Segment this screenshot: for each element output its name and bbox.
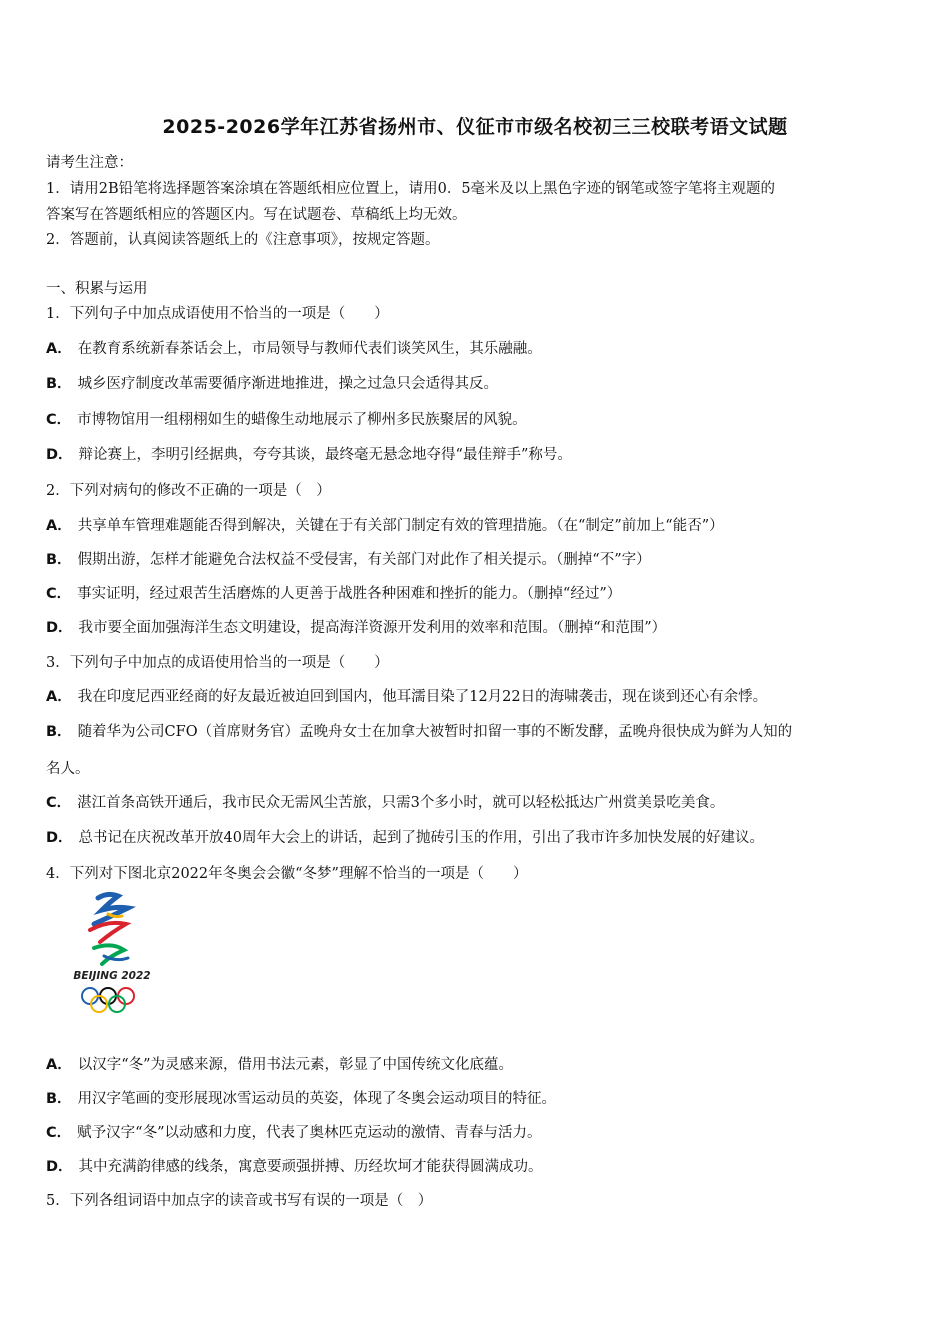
option-text: 城乡医疗制度改革需要循序渐进地推进，操之过急只会适得其反。 [77, 376, 499, 392]
question-4-option-c [46, 1121, 541, 1142]
option-text: 我在印度尼西亚经商的好友最近被迫回到国内，他耳濡目染了12月22日的海啸袭击，现在谈到还心有余悸。 [77, 689, 768, 705]
option-letter: B． [46, 552, 72, 568]
notice-item-2: 2．答题前，认真阅读答题纸上的《注意事项》，按规定答题。 [46, 232, 440, 248]
emblem-wordmark: BEIJING 2022 [73, 970, 151, 982]
notice-item-1-line-1: 1．请用2B铅笔将选择题答案涂填在答题纸相应位置上，请用0．5毫米及以上黑色字迹的钢笔或签字笔将主观题的 [46, 181, 776, 197]
option-letter: B． [46, 724, 72, 740]
option-letter: B． [46, 1091, 72, 1107]
notice-heading: 请考生注意： [46, 155, 133, 171]
option-letter: C． [46, 1125, 72, 1141]
question-4-option-d [46, 1155, 543, 1176]
option-letter: D． [46, 447, 73, 463]
option-letter: D． [46, 1159, 73, 1175]
question-4-option-b [46, 1087, 556, 1108]
question-3-stem: 3．下列句子中加点的成语使用恰当的一项是（ ） [46, 655, 389, 671]
option-text: 用汉字笔画的变形展现冰雪运动员的英姿，体现了冬奥会运动项目的特征。 [77, 1091, 557, 1107]
option-text: 总书记在庆祝改革开放40周年大会上的讲话，起到了抛砖引玉的作用，引出了我市许多加快发展的好建议。 [78, 830, 764, 846]
question-1-option-c [46, 408, 527, 429]
option-text: 共享单车管理难题能否得到解决，关键在于有关部门制定有效的管理措施。（在“制定”前加上“能否”） [77, 518, 724, 534]
option-text: 假期出游，怎样才能避免合法权益不受侵害，有关部门对此作了相关提示。（删掉“不”字） [77, 552, 651, 568]
question-3-option-b [46, 720, 792, 741]
option-text: 随着华为公司CFO（首席财务官）孟晚舟女士在加拿大被暂时扣留一事的不断发酵，孟晚舟很快成为鲜为人知的 [77, 724, 793, 740]
option-text: 湛江首条高铁开通后，我市民众无需风尘苦旅，只需3个多小时，就可以轻松抵达广州赏美景吃美食。 [77, 795, 725, 811]
option-letter: A． [46, 689, 72, 705]
winter-olympics-emblem [64, 890, 160, 1025]
option-letter: A． [46, 341, 72, 357]
option-letter: D． [46, 830, 73, 846]
option-text: 在教育系统新春茶话会上，市局领导与教师代表们谈笑风生，其乐融融。 [77, 341, 542, 357]
option-text: 市博物馆用一组栩栩如生的蜡像生动地展示了柳州多民族聚居的风貌。 [77, 412, 527, 428]
question-2-option-c [46, 582, 621, 603]
option-letter: C． [46, 412, 72, 428]
section-heading: 一、积累与运用 [46, 281, 148, 297]
question-3-option-c [46, 791, 724, 812]
option-letter: A． [46, 518, 72, 534]
option-text: 赋予汉字“冬”以动感和力度，代表了奥林匹克运动的激情、青春与活力。 [77, 1125, 542, 1141]
question-2-option-d [46, 616, 666, 637]
option-letter: D． [46, 620, 73, 636]
question-3-option-d [46, 826, 764, 847]
beijing-2022-emblem-image [64, 890, 160, 1025]
option-text: 以汉字“冬”为灵感来源，借用书法元素，彰显了中国传统文化底蕴。 [77, 1057, 514, 1073]
question-5-stem: 5．下列各组词语中加点字的读音或书写有误的一项是（ ） [46, 1193, 433, 1209]
question-3-option-a [46, 685, 767, 706]
option-letter: A． [46, 1057, 72, 1073]
question-1-option-a [46, 337, 542, 358]
question-1-stem: 1．下列句子中加点成语使用不恰当的一项是（ ） [46, 306, 389, 322]
question-1-option-b [46, 372, 498, 393]
option-text: 我市要全面加强海洋生态文明建设，提高海洋资源开发利用的效率和范围。（删掉“和范围”） [78, 620, 667, 636]
question-1-option-d [46, 443, 572, 464]
exam-title: 2025-2026学年江苏省扬州市、仪征市市级名校初三三校联考语文试题 [162, 116, 788, 138]
question-2-option-a [46, 514, 724, 535]
option-text: 事实证明，经过艰苦生活磨炼的人更善于战胜各种困难和挫折的能力。（删掉“经过”） [77, 586, 622, 602]
option-text: 辩论赛上，李明引经据典，夸夸其谈，最终毫无悬念地夺得“最佳辩手”称号。 [78, 447, 572, 463]
option-letter: B． [46, 376, 72, 392]
question-2-option-b [46, 548, 651, 569]
question-3-option-b-continued: 名人。 [46, 761, 90, 777]
option-letter: C． [46, 586, 72, 602]
question-4-stem: 4．下列对下图北京2022年冬奥会会徽“冬梦”理解不恰当的一项是（ ） [46, 866, 528, 882]
notice-item-1-line-2: 答案写在答题纸相应的答题区内。写在试题卷、草稿纸上均无效。 [46, 207, 467, 223]
question-4-option-a [46, 1053, 513, 1074]
option-text: 其中充满韵律感的线条，寓意要顽强拼搏、历经坎坷才能获得圆满成功。 [78, 1159, 543, 1175]
option-letter: C． [46, 795, 72, 811]
question-2-stem: 2．下列对病句的修改不正确的一项是（ ） [46, 483, 331, 499]
